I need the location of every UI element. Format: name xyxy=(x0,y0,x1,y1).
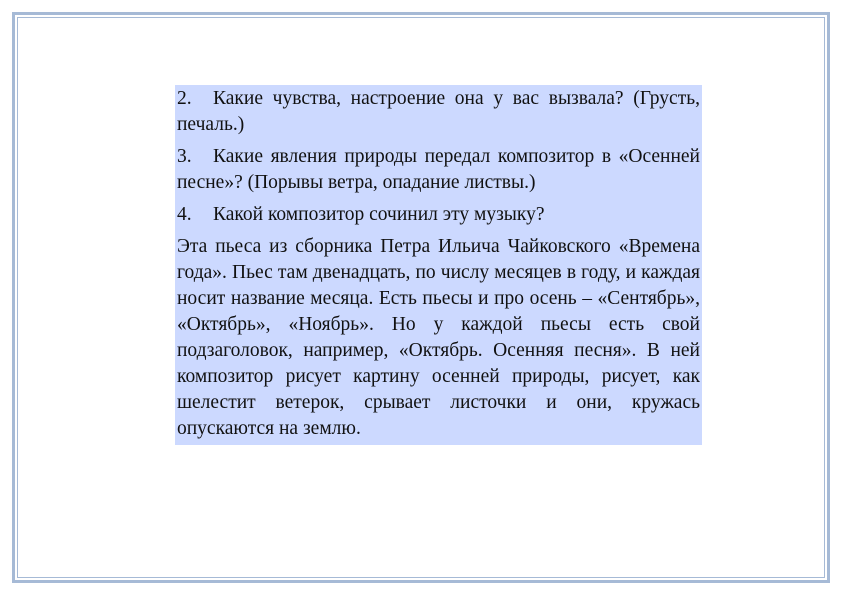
question-item xyxy=(177,144,700,196)
question-text: Какие чувства, настроение она у вас вызвала? (Грусть, печаль.) xyxy=(177,88,700,135)
text-box xyxy=(175,85,702,445)
question-number: 2. xyxy=(177,88,192,109)
question-item xyxy=(177,86,700,138)
question-number: 3. xyxy=(177,146,192,167)
question-text: Какие явления природы передал композитор в «Осенней песне»? (Порывы ветра, опадание листвы.) xyxy=(177,146,700,193)
question-text: Какой композитор сочинил эту музыку? xyxy=(213,204,545,225)
question-item xyxy=(177,202,700,228)
question-number: 4. xyxy=(177,204,192,225)
description-paragraph: Эта пьеса из сборника Петра Ильича Чайковского «Времена года». Пьес там двенадцать, по числу месяцев в году, и каждая носит название месяца. Есть пьесы и про осень – «Сентябрь», «Октябрь», «Ноябрь». Но у каждой пьесы есть свой подзаголовок, например, «Октябрь. Осенняя песня». В ней композитор рисует картину осенней природы, рисует, как шелестит ветерок, срывает листочки и они, кружась опускаются на землю. xyxy=(177,236,700,439)
